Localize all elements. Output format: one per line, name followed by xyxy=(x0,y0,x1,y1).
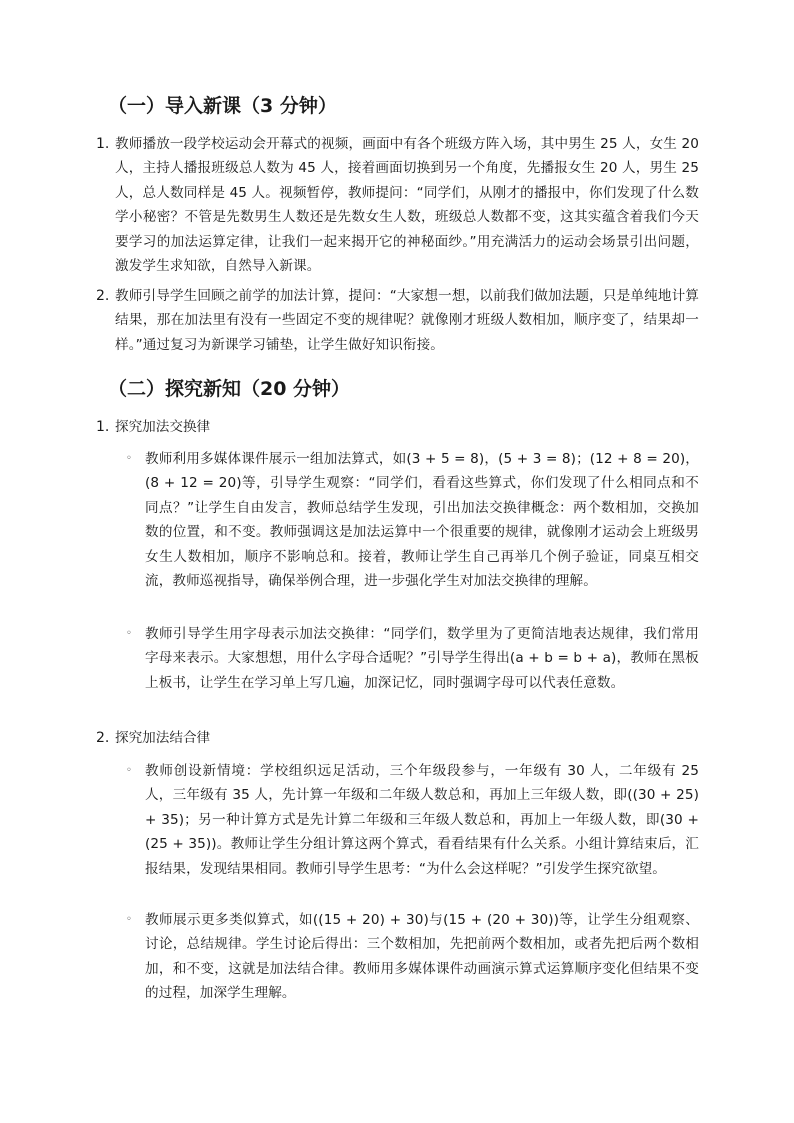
bullet-text: 教师展示更多类似算式，如((15 + 20) + 30)与(15 + (20 + 30))等，让学生分组观察、讨论，总结规律。学生讨论后得出：三个数相加，先把前两个数相加，或者先把后两个数相加，和不变，这就是加法结合律。教师用多媒体课件动画演示算式运算顺序变化但结果不变的过程，加深学生理解。 xyxy=(145,912,699,1002)
bullet-icon: ◦ xyxy=(126,914,132,925)
list-number: 1. xyxy=(96,136,110,152)
list-number: 1. xyxy=(96,419,110,435)
subsection-label: 探究加法交换律 xyxy=(115,419,211,435)
list-number: 2. xyxy=(96,730,110,746)
list-item-text: 教师引导学生回顾之前学的加法计算，提问：“大家想一想，以前我们做加法题，只是单纯地计算结果，那在加法里有没有一些固定不变的规律呢？就像刚才班级人数相加，顺序变了，结果却一样。”通过复习为新课学习铺垫，让学生做好知识衔接。 xyxy=(115,288,699,353)
bullet-text: 教师利用多媒体课件展示一组加法算式，如(3 + 5 = 8)，(5 + 3 = 8)；(12 + 8 = 20)，(8 + 12 = 20)等，引导学生观察：“同学们，看看这些算式，你们发现了什么相同点和不同点？”让学生自由发言，教师总结学生发现，引出加法交换律概念：两个数相加，交换加数的位置，和不变。教师强调这是加法运算中一个很重要的规律，就像刚才运动会上班级男女生人数相加，顺序不影响总和。接着，教师让学生自己再举几个例子验证，同桌互相交流，教师巡视指导，确保举例合理，进一步强化学生对加法交换律的理解。 xyxy=(145,451,699,590)
subsection-label: 探究加法结合律 xyxy=(115,730,211,746)
bullet-icon: ◦ xyxy=(126,765,132,776)
bullet-text: 教师创设新情境：学校组织远足活动，三个年级段参与，一年级有 30 人，二年级有 25 人，三年级有 35 人，先计算一年级和二年级人数总和，再加上三年级人数，即((30 + 25) + 35)；另一种计算方式是先计算二年级和三年级人数总和，再加上一年级人数，即(30 + (25 + 35))。教师让学生分组计算这两个算式，看看结果有什么关系。小组计算结束后，汇报结果，发现结果相同。教师引导学生思考：“为什么会这样呢？”引发学生探究欲望。 xyxy=(145,763,699,877)
bullet-text: 教师引导学生用字母表示加法交换律：“同学们，数学里为了更简洁地表达规律，我们常用字母来表示。大家想想，用什么字母合适呢？”引导学生得出(a + b = b + a)，教师在黑板上板书，让学生在学习单上写几遍，加深记忆，同时强调字母可以代表任意数。 xyxy=(145,626,699,691)
section-heading-intro: （一）导入新课（3 分钟） xyxy=(108,95,337,117)
section-heading-explore: （二）探究新知（20 分钟） xyxy=(108,378,351,400)
bullet-icon: ◦ xyxy=(126,628,132,639)
list-number: 2. xyxy=(96,288,110,304)
bullet-icon: ◦ xyxy=(126,453,132,464)
list-item-text: 教师播放一段学校运动会开幕式的视频，画面中有各个班级方阵入场，其中男生 25 人，女生 20 人，主持人播报班级总人数为 45 人，接着画面切换到另一个角度，先播报女生 20 人，男生 25 人，总人数同样是 45 人。视频暂停，教师提问：“同学们，从刚才的播报中，你们发现了什么数学小秘密？不管是先数男生人数还是先数女生人数，班级总人数都不变，这其实蕴含着我们今天要学习的加法运算定律，让我们一起来揭开它的神秘面纱。”用充满活力的运动会场景引出问题，激发学生求知欲，自然导入新课。 xyxy=(115,136,699,275)
